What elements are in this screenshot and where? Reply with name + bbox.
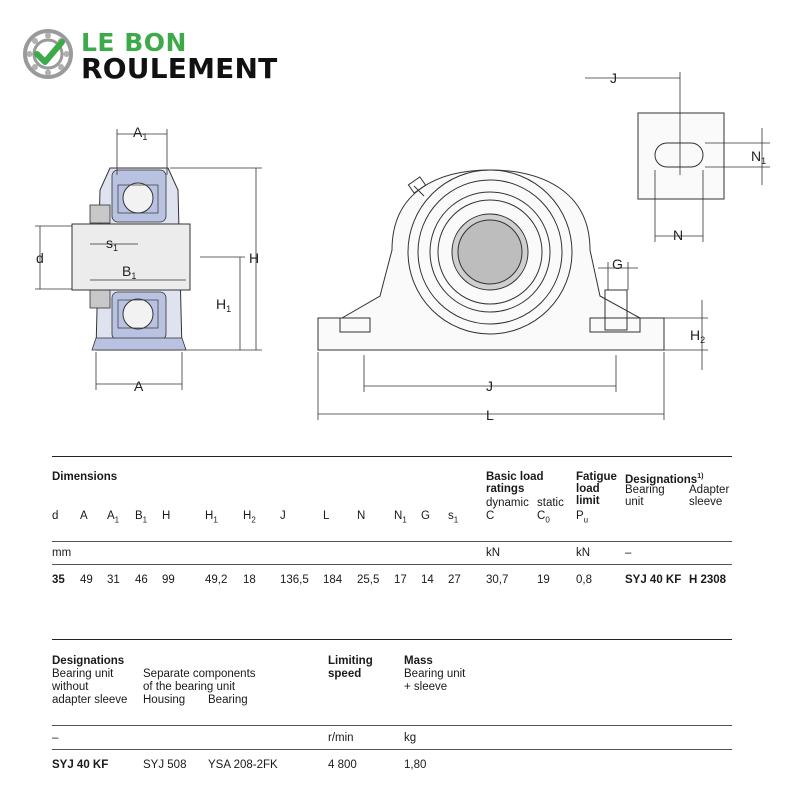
label-adapter-sleeve: Adapter sleeve <box>689 484 730 508</box>
col-d: d <box>52 510 59 522</box>
label-mass-2: + sleeve <box>404 681 448 693</box>
col-L: L <box>323 510 330 522</box>
label-bearing: Bearing <box>208 694 248 706</box>
label-L: L <box>486 407 494 423</box>
val-mass: 1,80 <box>404 759 427 771</box>
val-N: 25,5 <box>357 574 380 586</box>
unit-dash-2: – <box>52 732 59 744</box>
header-mass: Mass <box>404 655 433 667</box>
header-limiting-speed-2: speed <box>328 668 362 680</box>
label-separate-components-2: of the bearing unit <box>143 681 236 693</box>
col-H1: $H_1$ <box>205 510 218 525</box>
header-designations-2: Designations <box>52 655 125 667</box>
logo-text-line2: ROULEMENT <box>81 52 278 85</box>
val-Pu: 0,8 <box>576 574 592 586</box>
col-J: J <box>280 510 286 522</box>
val-adapter-sleeve: H 2308 <box>689 574 727 586</box>
label-H1: $H_1$ <box>216 296 232 314</box>
col-H2: $H_2$ <box>243 510 256 525</box>
cross-section-drawing <box>25 115 275 400</box>
val-H: 99 <box>162 574 175 586</box>
col-A: A <box>80 510 88 522</box>
label-A1: $A_1$ <box>133 124 148 142</box>
val-A: 49 <box>80 574 93 586</box>
val-H2: 18 <box>243 574 256 586</box>
col-N: N <box>357 510 366 522</box>
label-G: G <box>612 256 623 272</box>
label-bu-without-2: without <box>52 681 89 693</box>
label-J: J <box>486 378 493 394</box>
label-J-top: J <box>610 70 617 86</box>
label-Pu: $P_u$ <box>576 510 589 525</box>
label-static: static <box>537 497 564 509</box>
label-housing: Housing <box>143 694 186 706</box>
val-s1: 27 <box>448 574 461 586</box>
label-B1: $B_1$ <box>122 263 137 281</box>
label-A: A <box>134 378 144 394</box>
header-dimensions: Dimensions <box>52 471 118 483</box>
col-N1: $N_1$ <box>394 510 407 525</box>
label-N: N <box>673 227 684 243</box>
unit-dash: – <box>625 547 632 559</box>
val-housing: SYJ 508 <box>143 759 187 771</box>
val-B1: 46 <box>135 574 148 586</box>
col-A1: $A_1$ <box>107 510 120 525</box>
label-H: H <box>249 250 260 266</box>
logo <box>22 28 302 84</box>
label-H2: $H_2$ <box>690 327 706 345</box>
val-C: 30,7 <box>486 574 509 586</box>
label-d: d <box>36 250 44 266</box>
val-A1: 31 <box>107 574 120 586</box>
label-bearing-unit: Bearing unit <box>625 484 665 508</box>
label-separate-components-1: Separate components <box>143 668 256 680</box>
slot-detail-drawing <box>580 65 780 250</box>
col-B1: $B_1$ <box>135 510 148 525</box>
val-unit: SYJ 40 KF <box>52 759 109 771</box>
label-dynamic: dynamic <box>486 497 529 509</box>
val-G: 14 <box>421 574 434 586</box>
bearing-logo-icon <box>22 28 74 80</box>
unit-kg: kg <box>404 732 417 744</box>
val-L: 184 <box>323 574 343 586</box>
header-fatigue-load-limit: Fatigue load limit <box>576 471 617 507</box>
label-bu-without-3: adapter sleeve <box>52 694 128 706</box>
header-limiting-speed-1: Limiting <box>328 655 373 667</box>
val-J: 136,5 <box>280 574 309 586</box>
logo-text-line1: LE BON <box>81 28 187 57</box>
unit-kN-load: kN <box>486 547 501 559</box>
val-bearing-unit: SYJ 40 KF <box>625 574 682 586</box>
label-C0: $C_0$ <box>537 510 550 525</box>
unit-mm: mm <box>52 547 72 559</box>
col-s1: $s_1$ <box>448 510 459 525</box>
val-N1: 17 <box>394 574 407 586</box>
label-s1: $s_1$ <box>106 235 119 253</box>
val-H1: 49,2 <box>205 574 228 586</box>
val-speed: 4 800 <box>328 759 357 771</box>
val-d: 35 <box>52 574 65 586</box>
val-bearing: YSA 208-2FK <box>208 759 278 771</box>
col-G: G <box>421 510 430 522</box>
header-designations: Designations$^{1)}$ <box>625 473 704 486</box>
col-H: H <box>162 510 171 522</box>
label-C: C <box>486 510 495 522</box>
label-mass-1: Bearing unit <box>404 668 466 680</box>
label-N1: $N_1$ <box>751 148 767 166</box>
unit-kN-fatigue: kN <box>576 547 591 559</box>
unit-rmin: r/min <box>328 732 354 744</box>
label-bu-without-1: Bearing unit <box>52 668 114 680</box>
header-basic-load-ratings: Basic load ratings <box>486 471 544 495</box>
val-C0: 19 <box>537 574 550 586</box>
